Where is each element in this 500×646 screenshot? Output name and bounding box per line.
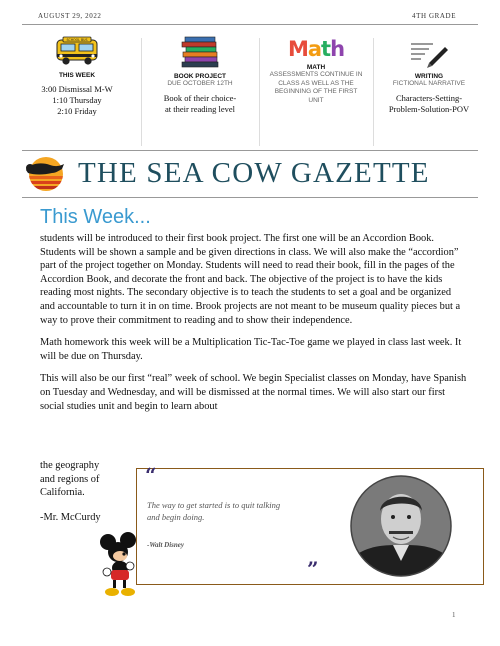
column-book-project: [145, 36, 255, 148]
column-separator: [373, 38, 374, 146]
quote-author: -Walt Disney: [147, 541, 185, 549]
issue-date: AUGUST 29, 2022: [38, 12, 102, 20]
quote-line-1: The way to get started is to quit talking: [147, 500, 281, 510]
tail-line-3: California.: [40, 487, 85, 499]
book-project-title: BOOK PROJECT: [173, 73, 226, 80]
tail-line-2: and regions of: [40, 473, 100, 485]
this-week-line-2: 1:10 Thursday: [52, 95, 102, 105]
column-this-week: [22, 36, 132, 148]
masthead-title: THE SEA COW GAZETTE: [78, 157, 430, 189]
book-stack-icon: [179, 36, 221, 68]
quote-line-2: and begin doing.: [147, 512, 205, 522]
writing-line-1: Characters-Setting-: [395, 92, 463, 103]
column-writing: [376, 36, 482, 148]
pen-writing-icon: [407, 36, 451, 70]
math-subtitle: ASSESSMENTS CONTINUE IN CLASS AS WELL AS THE BEGINNING OF THE FIRST UNIT: [269, 71, 363, 104]
paragraph-first-week: This will also be our first “real” week of school. We begin Specialist classes on Monday, have Spanish on Tuesday and Wednesday, and will be dismissed at the normal times. We will also start our first social studies unit and begin to learn about: [40, 373, 467, 412]
page-number: 1: [452, 611, 456, 619]
book-project-line-1: Book of their choice-: [163, 92, 237, 103]
grade-label: 4TH GRADE: [412, 12, 457, 20]
close-quote-mark: ”: [307, 557, 319, 581]
quote-text: [147, 499, 357, 523]
column-separator: [141, 38, 142, 146]
article-tail: [40, 459, 140, 500]
bus-sign-text: SCHOOL BUS: [66, 38, 88, 42]
column-separator: [259, 38, 260, 146]
this-week-line-3: 2:10 Friday: [57, 106, 97, 116]
writing-subtitle: FICTIONAL NARRATIVE: [392, 80, 466, 87]
article-body: [40, 232, 468, 413]
mickey-mouse-illustration: [98, 532, 144, 598]
paragraph-book-project: students will be introduced to their first book project. The first one will be an Accordion Book. Students will be shown a sample and be given directions in class. We will also make the “accordion” part of the project together on Monday. Students will need to read their book, fill in the pages of the Accordion Book, and decorate the front and back. The objective of the project is to have the kids reading most nights. The secondary objective is to teach the students to set a goal and be organized and accountable to turn it in on time. Brook projects are not meant to be museum quality pieces but a way to prove their commitment to reading and to show their independence.: [40, 233, 461, 326]
masthead-top-rule: [22, 150, 478, 151]
this-week-line-1: 3:00 Dismissal M-W: [41, 84, 113, 94]
book-project-line-2: at their reading level: [164, 103, 236, 114]
writing-line-2: Problem-Solution-POV: [388, 103, 470, 114]
signature: -Mr. McCurdy: [40, 512, 101, 523]
column-math: [263, 36, 369, 148]
header-rule: [22, 24, 478, 25]
manatee-sunset-logo: [22, 154, 70, 192]
this-week-title: THIS WEEK: [58, 72, 96, 79]
section-heading: This Week...: [40, 206, 151, 228]
open-quote-mark: “: [145, 463, 157, 487]
math-letters-icon: Math: [287, 37, 345, 61]
book-project-due: DUE OCTOBER 12TH: [167, 80, 233, 87]
tail-line-1: the geography: [40, 460, 100, 471]
quote-box: [136, 463, 484, 585]
masthead-bottom-rule: [22, 197, 478, 198]
walt-disney-portrait: [349, 475, 453, 577]
paragraph-math-homework: Math homework this week will be a Multiplication Tic-Tac-Toe game we played in class last week. It will be due on Thursday.: [40, 337, 462, 362]
writing-title: WRITING: [414, 73, 444, 80]
math-title: MATH: [306, 64, 326, 71]
school-bus-icon: [54, 36, 100, 66]
